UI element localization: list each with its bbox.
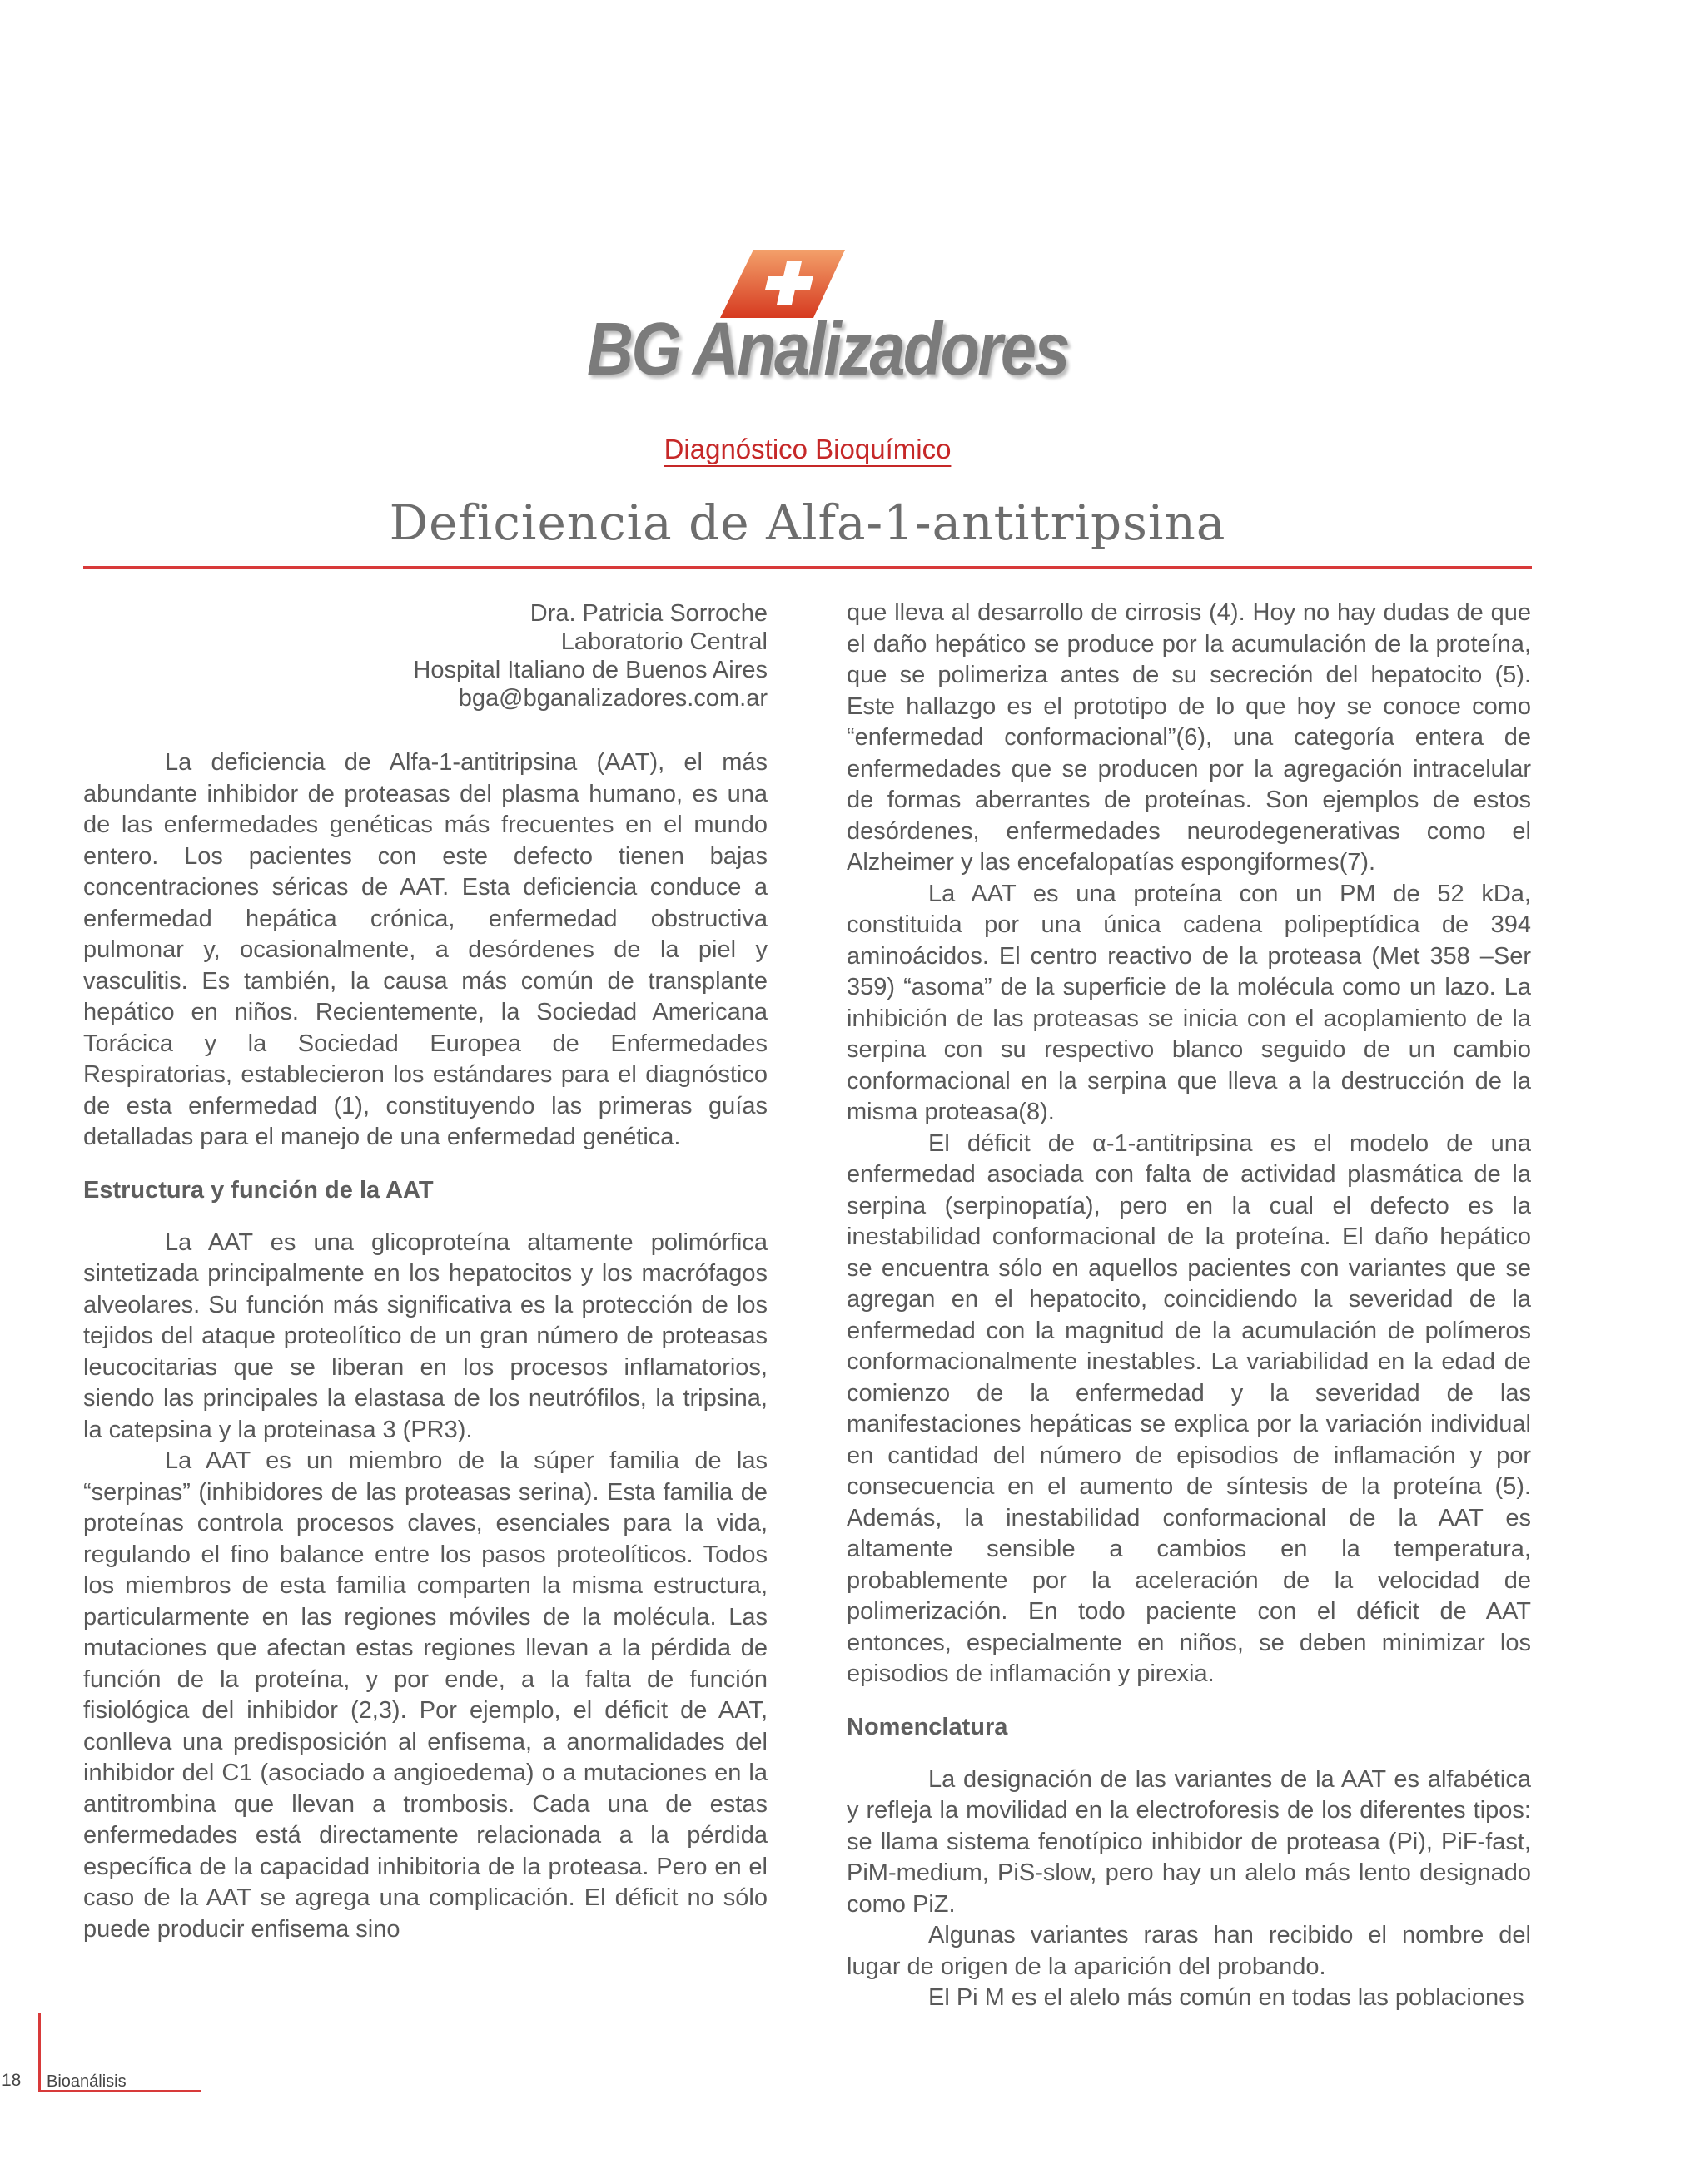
paragraph: El Pi M es el alelo más común en todas las poblaciones	[928, 1984, 1524, 2011]
left-column	[83, 599, 768, 1945]
author-name: Dra. Patricia Sorroche	[529, 600, 768, 627]
page-number: 18	[2, 2071, 22, 2090]
paragraph: La designación de las variantes de la AAT es alfabética y refleja la movilidad en la electroforesis de los diferentes tipos: se llama sistema fenotípico inhibidor de proteasa (Pi), PiF-fast, PiM-medium, PiS-slow, pero hay un alelo más lento designado como PiZ.	[847, 1765, 1531, 1918]
right-column	[847, 598, 1531, 2014]
paragraph: que lleva al desarrollo de cirrosis (4). Hoy no hay dudas de que el daño hepático se produce por la acumulación de la proteína, que se polimeriza antes de su secreción del hepatocito (5). Este hallazgo es el prototipo de lo que hoy se conoce como “enfermedad conformacional”(6), una categoría entera de enfermedades que se producen por la agregación intracelular de formas aberrantes de proteínas. Son ejemplos de estos desórdenes, enfermedades neurodegenerativas como el Alzheimer y las encefalopatías espongiformes(7).	[847, 599, 1531, 876]
article-title: Deficiencia de Alfa-1-antitripsina	[389, 494, 1226, 551]
footer-vertical-rule	[38, 2013, 41, 2092]
author-unit: Laboratorio Central	[560, 628, 768, 655]
paragraph: La deficiencia de Alfa-1-antitripsina (AAT), el más abundante inhibidor de proteasas del plasma humano, es una de las enfermedades genéticas más frecuentes en el mundo entero. Los pacientes con este defecto tienen bajas concentraciones séricas de AAT. Esta deficiencia conduce a enfermedad hepática crónica, enfermedad obstructiva pulmonar y, ocasionalmente, a desórdenes de la piel y vasculitis. Es también, la causa más común de transplante hepático en niños. Recientemente, la Sociedad Americana Torácica y la Sociedad Europea de Enfermedades Respiratorias, establecieron los estándares para el diagnóstico de esta enfermedad (1), constituyendo las primeras guías detalladas para el manejo de una enfermedad genética.	[83, 749, 768, 1150]
paragraph: El déficit de α-1-antitripsina es el modelo de una enfermedad asociada con falta de actividad plasmática de la serpina (serpinopatía), pero en la cual el defecto es la inestabilidad conformacional de la proteína. El daño hepático se encuentra sólo en aquellos pacientes con variantes que se agregan en el hepatocito, coincidiendo la severidad de la enfermedad con la magnitud de la acumulación de polímeros conformacionalmente inestables. La variabilidad en la edad de comienzo de la enfermedad y la severidad de las manifestaciones hepáticas se explica por la variación individual en cantidad del número de episodios de inflamación y por consecuencia en el aumento de síntesis de la proteína (5). Además, la inestabilidad conformacional de la AAT es altamente sensible a cambios en la temperatura, probablemente por la aceleración de la velocidad de polimerización. En todo paciente con el déficit de AAT entonces, especialmente en niños, se deben minimizar los episodios de inflamación y pirexia.	[847, 1129, 1531, 1687]
section-heading: Estructura y función de la AAT	[83, 1176, 434, 1204]
paragraph: La AAT es una proteína con un PM de 52 kDa, constituida por una única cadena polipeptídica de 394 aminoácidos. El centro reactivo de la proteasa (Met 358 –Ser 359) “asoma” de la superficie de la molécula como un lazo. La inhibición de las proteasas se inicia con el acoplamiento de la serpina con su respectivo blanco seguido de un cambio conformacional en la serpina que lleva a la destrucción de la misma proteasa(8).	[847, 880, 1531, 1125]
journal-name: Bioanálisis	[47, 2072, 127, 2091]
author-institution: Hospital Italiano de Buenos Aires	[413, 657, 768, 683]
logo-wordmark: BG Analizadores	[587, 308, 1068, 391]
author-email: bga@bganalizadores.com.ar	[458, 685, 768, 712]
paragraph: Algunas variantes raras han recibido el nombre del lugar de origen de la aparición del probando.	[847, 1922, 1531, 1980]
section-label: Diagnóstico Bioquímico	[664, 434, 952, 464]
paragraph: La AAT es un miembro de la súper familia de las “serpinas” (inhibidores de las proteasas serina). Esta familia de proteínas controla procesos claves, esenciales para la vida, regulando el fino balance entre los pasos proteolíticos. Todos los miembros de esta familia comparten la misma estructura, particularmente en las regiones móviles de la molécula. Las mutaciones que afectan estas regiones llevan a la pérdida de función de la proteína, y por ende, a la falta de función fisiológica del inhibidor (2,3). Por ejemplo, el déficit de AAT, conlleva una predisposición al enfisema, a anormalidades del inhibidor del C1 (asociado a angioedema) o a mutaciones en la antitrombina que llevan a trombosis. Cada una de estas enfermedades está directamente relacionada a la pérdida específica de la capacidad inhibitoria de la proteasa. Pero en el caso de la AAT se agrega una complicación. El déficit no sólo puede producir enfisema sino	[83, 1447, 768, 1943]
section-heading: Nomenclatura	[847, 1713, 1008, 1740]
title-rule	[83, 566, 1532, 569]
paragraph: La AAT es una glicoproteína altamente polimórfica sintetizada principalmente en los hepatocitos y los macrófagos alveolares. Su función más significativa es la protección de los tejidos del ataque proteolítico de un gran número de proteasas leucocitarias que se liberan en los procesos inflamatorios, siendo las principales la elastasa de los neutrófilos, la tripsina, la catepsina y la proteinasa 3 (PR3).	[83, 1228, 768, 1443]
author-block	[83, 599, 768, 712]
bg-analizadores-logo	[587, 241, 1068, 391]
